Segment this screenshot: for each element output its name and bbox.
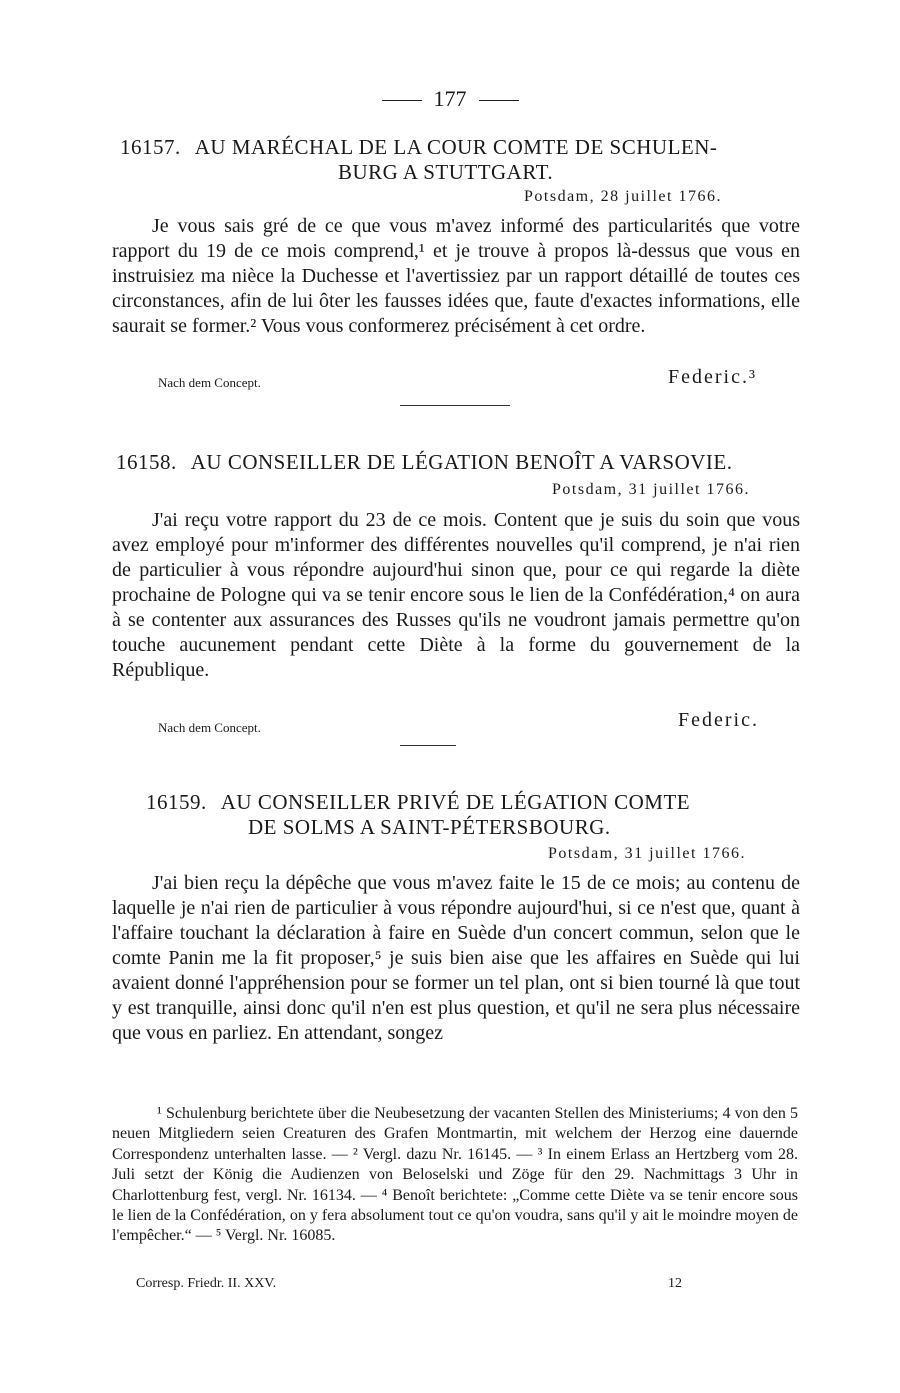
letter-body: J'ai reçu votre rapport du 23 de ce mois. Content que je suis du soin que vous avez employé pour m'informer des différentes nouvelles qu'il comprend, je n'ai rien de particulier à vous répondre aujourd'hui sinon que, pour ce qui regarde la diète prochaine de Pologne qui va se tenir encore sous le lien de la Confédération,⁴ on aura à se contenter aux assurances des Russes qu'ils ne voudront jamais permettre qu'on touche aucunement pendant cette Diète à la forme du gouvernement de la République.	[112, 509, 800, 681]
rule-left	[382, 100, 422, 101]
letter-heading	[116, 449, 806, 475]
section-divider	[400, 745, 456, 746]
heading-line: AU CONSEILLER DE LÉGATION BENOÎT A VARSOVIE.	[190, 450, 733, 474]
signature: Federic.	[678, 709, 759, 731]
sheet-number: 12	[668, 1276, 682, 1291]
heading-line: AU MARÉCHAL DE LA COUR COMTE DE SCHULEN-	[194, 135, 718, 159]
heading-line: DE SOLMS A SAINT-PÉTERSBOURG.	[248, 815, 611, 839]
letter-body: J'ai bien reçu la dépêche que vous m'avez faite le 15 de ce mois; au contenu de laquelle je n'ai rien de particulier à vous répondre aujourd'hui, si ce n'est que, quant à l'affaire touchant la déclaration à faire en Suède d'un concert commun, selon que le comte Panin me la fit proposer,⁵ je suis bien aise que les affaires en Suède qui lui avaient donné l'appréhension pour se former un tel plan, ont si bien tourné là que tout y est tranquille, ainsi donc qu'il n'en est plus question, et qu'il ne sera plus nécessaire que vous en parliez. En attendant, songez	[112, 872, 800, 1044]
letter-heading	[120, 134, 800, 160]
letter-number: 16159.	[146, 790, 207, 814]
letter-number: 16158.	[116, 450, 177, 474]
rule-right	[479, 100, 519, 101]
page-number: 177	[433, 86, 467, 111]
signature: Federic.³	[668, 366, 757, 388]
place-date: Potsdam, 31 juillet 1766.	[548, 845, 746, 862]
letter-body: Je vous sais gré de ce que vous m'avez informé des particularités que votre rapport du 19 de ce mois comprend,¹ et je trouve à propos là-dessus que vous en instruisiez ma nièce la Duchesse et l'avertissiez par un rapport détaillé de toutes ces circonstances, afin de lui ôter les fausses idées que, faute d'exactes informations, elle saurait se former.² Vous vous conformerez précisément à cet ordre.	[112, 215, 800, 337]
section-divider	[400, 405, 510, 406]
source-note: Nach dem Concept.	[158, 720, 261, 735]
page-footer	[136, 1276, 696, 1292]
heading-line: AU CONSEILLER PRIVÉ DE LÉGATION COMTE	[220, 790, 691, 814]
letter-number: 16157.	[120, 135, 181, 159]
page-number-line	[0, 86, 900, 112]
place-date: Potsdam, 31 juillet 1766.	[552, 481, 750, 498]
footer-title: Corresp. Friedr. II. XXV.	[136, 1276, 277, 1291]
place-date: Potsdam, 28 juillet 1766.	[524, 188, 722, 205]
letter-heading	[146, 789, 796, 815]
footnotes: ¹ Schulenburg berichtete über die Neubesetzung der vacanten Stellen des Ministeriums; 4 von den 5 neuen Mitgliedern seien Creaturen des Grafen Montmartin, mit welchem der Herzog eine dauernde Correspondenz unterhalten lasse. — ² Vergl. dazu Nr. 16145. — ³ In einem Erlass an Hertzberg vom 28. Juli setzt der König die Audienzen von Beloselski und Zöge für den 29. Nachmittags 3 Uhr in Charlottenburg fest, vergl. Nr. 16134. — ⁴ Benoît berichtete: „Comme cette Diète va se tenir encore sous le lien de la Confédération, on y fera absolument tout ce qu'on voudra, sans qu'il y ait le moindre moyen de l'empêcher.“ — ⁵ Vergl. Nr. 16085.	[112, 1105, 798, 1245]
heading-line: BURG A STUTTGART.	[338, 160, 554, 184]
source-note: Nach dem Concept.	[158, 375, 261, 390]
